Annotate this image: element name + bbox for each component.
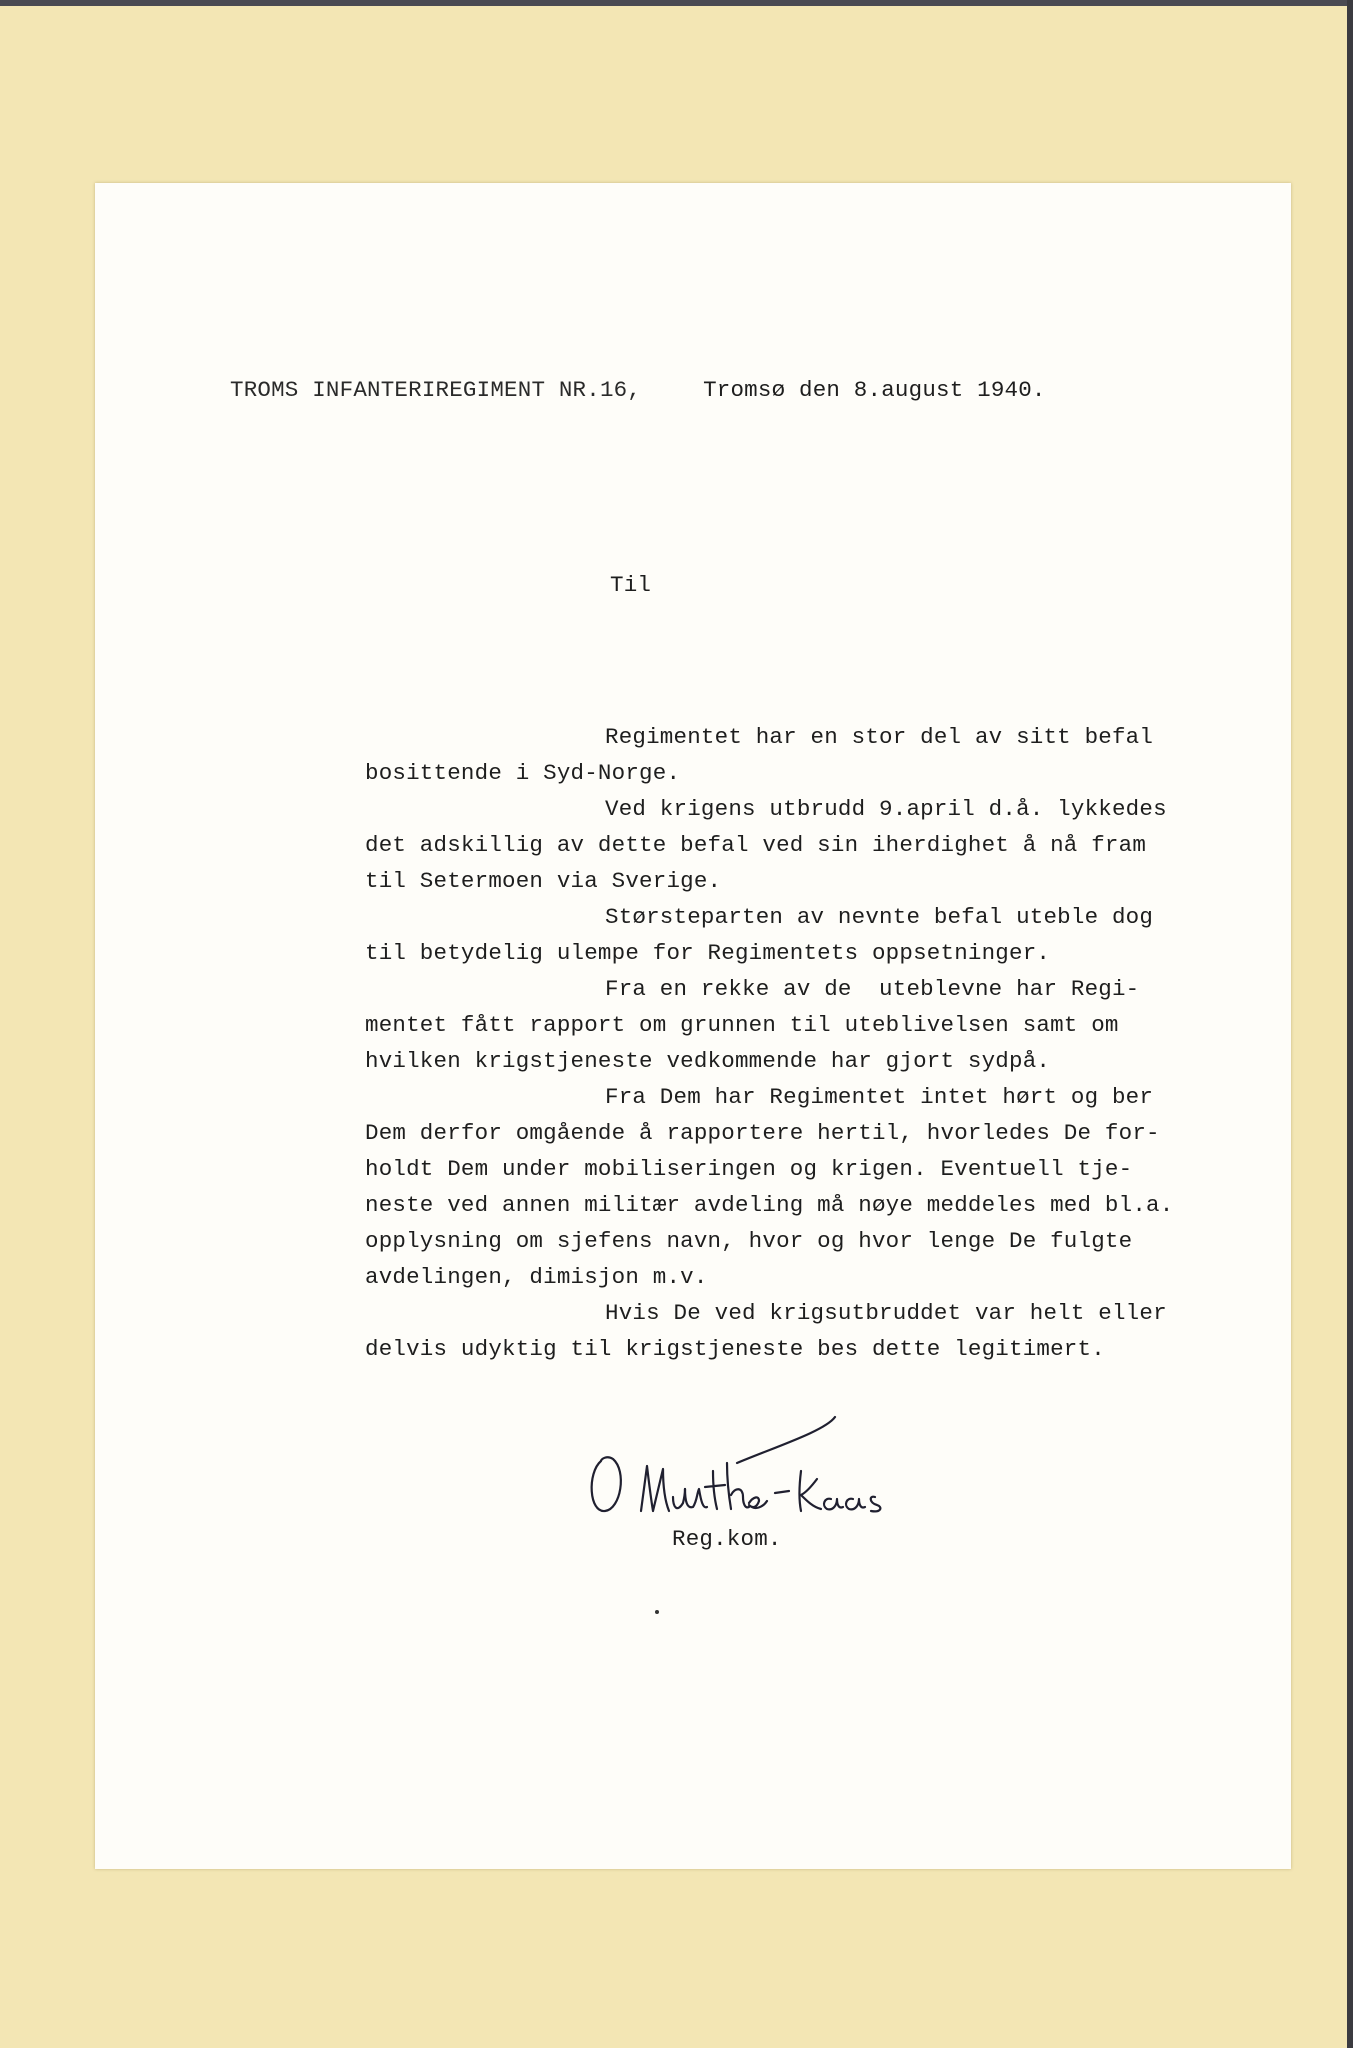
regiment-name: TROMS INFANTERIREGIMENT NR.16, [230,377,642,403]
body-line: Dem derfor omgående å rapportere hertil, hvorledes De for- [365,1120,1160,1146]
body-line: til betydelig ulempe for Regimentets oppsetninger. [365,940,1051,966]
body-line: Fra Dem har Regimentet intet hørt og ber [605,1084,1154,1110]
body-line: bosittende i Syd-Norge. [365,760,681,786]
body-line: hvilken krigstjeneste vedkommende har gjort sydpå. [365,1048,1051,1074]
board-right-edge [1347,0,1353,2048]
body-line: opplysning om sjefens navn, hvor og hvor lenge De fulgte [365,1228,1133,1254]
body-line: mentet fått rapport om grunnen til uteblivelsen samt om [365,1012,1119,1038]
board-top-edge [0,0,1353,6]
body-line: til Setermoen via Sverige. [365,868,722,894]
place-date: Tromsø den 8.august 1940. [703,377,1046,403]
body-line: avdelingen, dimisjon m.v. [365,1264,708,1290]
letter-header [230,376,1046,404]
ink-speck [655,1610,659,1614]
signatory-title: Reg.kom. [672,1526,782,1552]
salutation: Til [610,572,652,598]
body-line: Fra en rekke av de uteblevne har Regi- [605,976,1140,1002]
body-line: neste ved annen militær avdeling må nøye meddeles med bl.a. [365,1192,1174,1218]
body-line: Ved krigens utbrudd 9.april d.å. lykkedes [605,796,1167,822]
body-line: Regimentet har en stor del av sitt befal [605,724,1154,750]
body-line: delvis udyktig til krigstjeneste bes dette legitimert. [365,1336,1105,1362]
body-line: Hvis De ved krigsutbruddet var helt eller [605,1300,1167,1326]
handwritten-signature [585,1411,1025,1526]
body-line: Størsteparten av nevnte befal uteble dog [605,904,1154,930]
letter-sheet [95,183,1291,1869]
body-line: holdt Dem under mobiliseringen og krigen. Eventuell tje- [365,1156,1133,1182]
body-line: det adskillig av dette befal ved sin iherdighet å nå fram [365,832,1147,858]
